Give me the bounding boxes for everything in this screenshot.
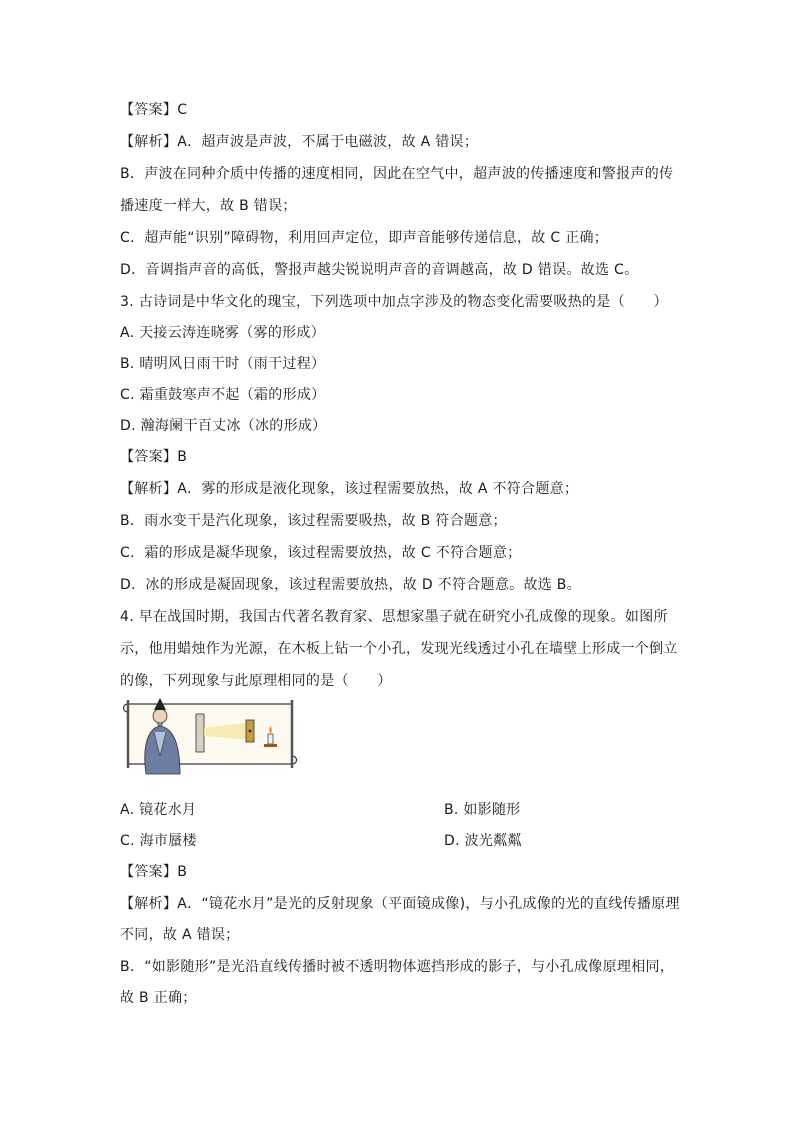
analysis-q3-b: B．雨水变干是汽化现象，该过程需要吸热，故 B 符合题意；: [120, 513, 507, 529]
question-4-line-2: 示，他用蜡烛作为光源，在木板上钻一个小孔，发现光线透过小孔在墙壁上形成一个倒立: [120, 641, 678, 657]
analysis-q3-a: 【解析】A．雾的形成是液化现象，该过程需要放热，故 A 不符合题意；: [120, 481, 579, 497]
answer-label-q4: 【答案】B: [120, 864, 188, 880]
analysis-q3-d: D．冰的形成是凝固现象，该过程需要放热，故 D 不符合题意。故选 B。: [120, 577, 582, 593]
q3-option-a: A. 天接云涛连晓雾（雾的形成）: [120, 325, 326, 341]
analysis-q4-b-1: B．“如影随形”是光沿直线传播时被不透明物体遮挡形成的影子，与小孔成像原理相同，: [120, 959, 675, 975]
answer-label-q3: 【答案】B: [120, 449, 188, 465]
q4-option-c: C. 海市蜃楼: [120, 833, 197, 849]
q3-option-d: D. 瀚海阑干百丈冰（冰的形成）: [120, 418, 327, 434]
q3-option-b: B. 晴明风日雨干时（雨干过程）: [120, 356, 326, 372]
question-3: 3. 古诗词是中华文化的瑰宝，下列选项中加点字涉及的物态变化需要吸热的是（ ）: [120, 294, 668, 310]
question-4-line-1: 4. 早在战国时期，我国古代著名教育家、思想家墨子就在研究小孔成像的现象。如图所: [120, 609, 668, 625]
analysis-q2-a: 【解析】A．超声波是声波，不属于电磁波，故 A 错误；: [120, 134, 479, 150]
analysis-q2-d: D．音调指声音的高低，警报声越尖锐说明声音的音调越高，故 D 错误。故选 C。: [120, 262, 639, 278]
q4-option-d: D. 波光粼粼: [444, 833, 522, 849]
q4-option-b: B. 如影随形: [444, 802, 521, 818]
q3-option-c: C. 霜重鼓寒声不起（霜的形成）: [120, 387, 326, 403]
analysis-q2-b-1: B．声波在同种介质中传播的速度相同，因此在空气中，超声波的传播速度和警报声的传: [120, 166, 674, 182]
analysis-q3-c: C．霜的形成是凝华现象，该过程需要放热，故 C 不符合题意；: [120, 545, 522, 561]
question-4-line-3: 的像，下列现象与此原理相同的是（ ）: [120, 673, 392, 689]
answer-label-q2: 【答案】C: [120, 102, 188, 118]
analysis-q2-b-2: 播速度一样大，故 B 错误；: [120, 198, 297, 214]
analysis-q4-a-2: 不同，故 A 错误；: [120, 927, 240, 943]
scroll-illustration-icon: [120, 686, 300, 776]
analysis-q4-b-2: 故 B 正确；: [120, 990, 197, 1006]
analysis-q4-a-1: 【解析】A．“镜花水月”是光的反射现象（平面镜成像)，与小孔成像的光的直线传播原理: [120, 896, 680, 912]
q4-option-a: A. 镜花水月: [120, 802, 197, 818]
analysis-q2-c: C．超声能“识别”障碍物，利用回声定位，即声音能够传递信息，故 C 正确；: [120, 230, 609, 246]
